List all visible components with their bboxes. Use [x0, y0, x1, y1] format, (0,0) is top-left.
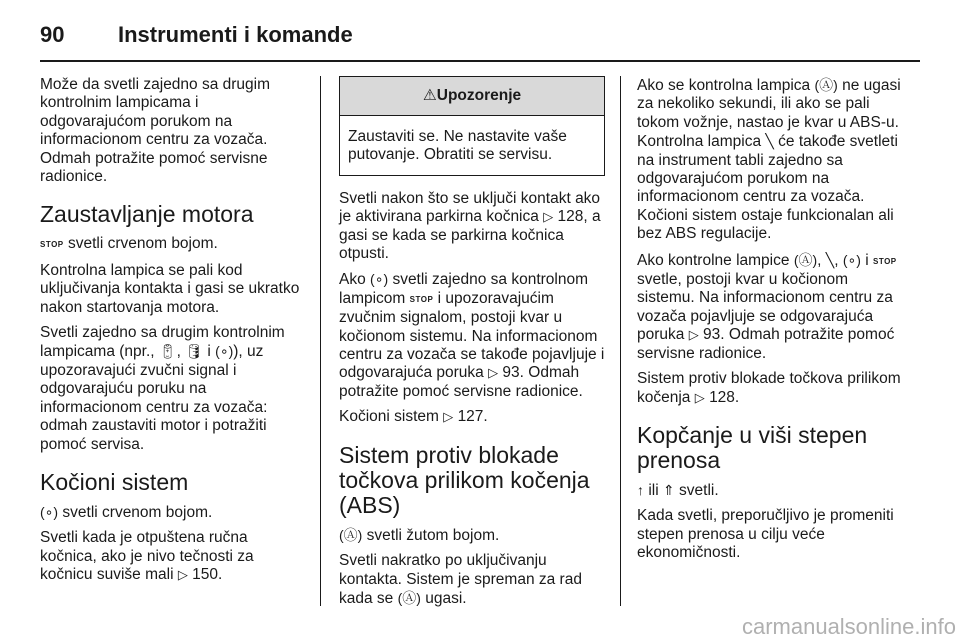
column-divider [620, 76, 621, 606]
paragraph: Kočioni sistem ▷ 127. [339, 408, 488, 426]
paragraph: Može da svetli zajedno sa drugim kontrolnim lampicama i odgovarajućom porukom na informacionom centru za vozača. Odmah potražite pomoć servisne radionice. [40, 76, 271, 186]
reference-arrow-icon: ▷ [543, 209, 554, 225]
column-1 [40, 76, 305, 592]
abs-icon: (Ⓐ) [339, 526, 363, 543]
reference-arrow-icon: ▷ [488, 365, 499, 381]
abs-icon: (Ⓐ) [397, 589, 421, 606]
stop-icon: STOP [409, 294, 434, 304]
abs-icon: (Ⓐ) [793, 251, 818, 268]
brake-warning-icon: (∘) [370, 271, 389, 288]
paragraph: Svetli nakon što se uključi kontakt ako je aktivirana parkirna kočnica ▷ 128, a gasi se kada se parkirna kočnica otpusti. [339, 189, 601, 263]
reference-arrow-icon: ▷ [443, 409, 454, 425]
column-3 [637, 76, 905, 570]
shift-up-icon: ⇑ [662, 481, 675, 498]
abs-icon: (Ⓐ) [814, 77, 838, 93]
battery-icon: 🔋︎ [158, 343, 177, 360]
esc-skid-icon: ╲ [765, 133, 774, 150]
warning-header: ⚠Upozorenje [340, 77, 604, 116]
paragraph: Ako kontrolne lampice (Ⓐ), ╲, (∘) i STOP svetle, postoji kvar u kočionom sistemu. Na informacionom centru za vozača pojavljuje se odgovarajuća poruka ▷ 93. Odmah potražite pomoć servisne radionice. [637, 251, 897, 362]
heading-abs: Sistem protiv blokade točkova prilikom kočenja (ABS) [339, 441, 590, 518]
column-divider [320, 76, 321, 606]
reference-arrow-icon: ▷ [694, 389, 705, 405]
watermark: carmanualsonline.info [741, 614, 956, 639]
paragraph: Svetli kada je otpuštena ručna kočnica, ako je nivo tečnosti za kočnicu suviše mali ▷ 150. [40, 529, 254, 584]
shift-up-icon: ↑ [637, 481, 644, 498]
esc-skid-icon: ╲ [825, 251, 835, 268]
paragraph: Svetli zajedno sa drugim kontrolnim lampicama (npr., 🔋︎, 🛢︎ i (∘)), uz upozoravajući zvučni signal i odgovarajuću poruku na informacionom centru za vozača: odmah zaustaviti motor i potražiti pomoć servisa. [40, 324, 285, 453]
header-rule [40, 60, 920, 62]
column-2 [339, 76, 605, 615]
heading-engine-stop: Zaustavljanje motora [40, 201, 254, 228]
paragraph: Kada svetli, preporučljivo je promeniti stepen prenosa u cilju veće ekonomičnosti. [637, 507, 894, 562]
warning-body: Zaustaviti se. Ne nastavite vaše putovanje. Obratiti se servisu. [348, 128, 567, 164]
paragraph: (Ⓐ) svetli žutom bojom. [339, 526, 500, 544]
paragraph: STOP svetli crvenom bojom. [40, 235, 218, 253]
paragraph: ↑ ili ⇑ svetli. [637, 481, 719, 499]
paragraph: Svetli nakratko po uključivanju kontakta. Sistem je spreman za rad kada se (Ⓐ) ugasi. [339, 552, 582, 607]
warning-box [339, 76, 605, 176]
brake-warning-icon: (∘) [842, 251, 861, 268]
paragraph: Ako (∘) svetli zajedno sa kontrolnom lampicom STOP i upozoravajućim zvučnim signalom, postoji kvar u kočionom sistemu. Na informacionom centru za vozača se takođe pojavljuje i odgovarajuća poruka ▷ 93. Odmah potražite pomoć servisne radionice. [339, 271, 605, 400]
warning-triangle-icon: ⚠ [422, 87, 437, 104]
heading-brake-system: Kočioni sistem [40, 468, 189, 495]
paragraph: Kontrolna lampica se pali kod uključivanja kontakta i gasi se ukratko nakon startovanja motora. [40, 261, 300, 316]
paragraph: (∘) svetli crvenom bojom. [40, 503, 213, 521]
heading-gear-shift: Kopčanje u viši stepen prenosa [637, 421, 868, 473]
oil-pressure-icon: 🛢︎ [185, 343, 204, 360]
paragraph: Ako se kontrolna lampica (Ⓐ) ne ugasi za nekoliko sekundi, ili ako se pali tokom vožnje, nastao je kvar u ABS-u. Kontrolna lampica ╲ će takođe svetleti na instrument tabli zajedno sa odgovarajućom porukom na informacionom centru za vozača. Kočioni sistem ostaje funkcionalan ali bez ABS regulacije. [637, 77, 901, 243]
stop-icon: STOP [40, 240, 64, 250]
page-title: Instrumenti i komande [118, 22, 353, 47]
page-header [40, 14, 920, 54]
reference-arrow-icon: ▷ [688, 327, 699, 343]
brake-warning-icon: (∘) [215, 343, 234, 360]
reference-arrow-icon: ▷ [177, 567, 188, 583]
brake-warning-icon: (∘) [40, 503, 59, 520]
page-number: 90 [40, 22, 65, 47]
paragraph: Sistem protiv blokade točkova prilikom kočenja ▷ 128. [637, 370, 901, 406]
stop-icon: STOP [872, 256, 897, 266]
